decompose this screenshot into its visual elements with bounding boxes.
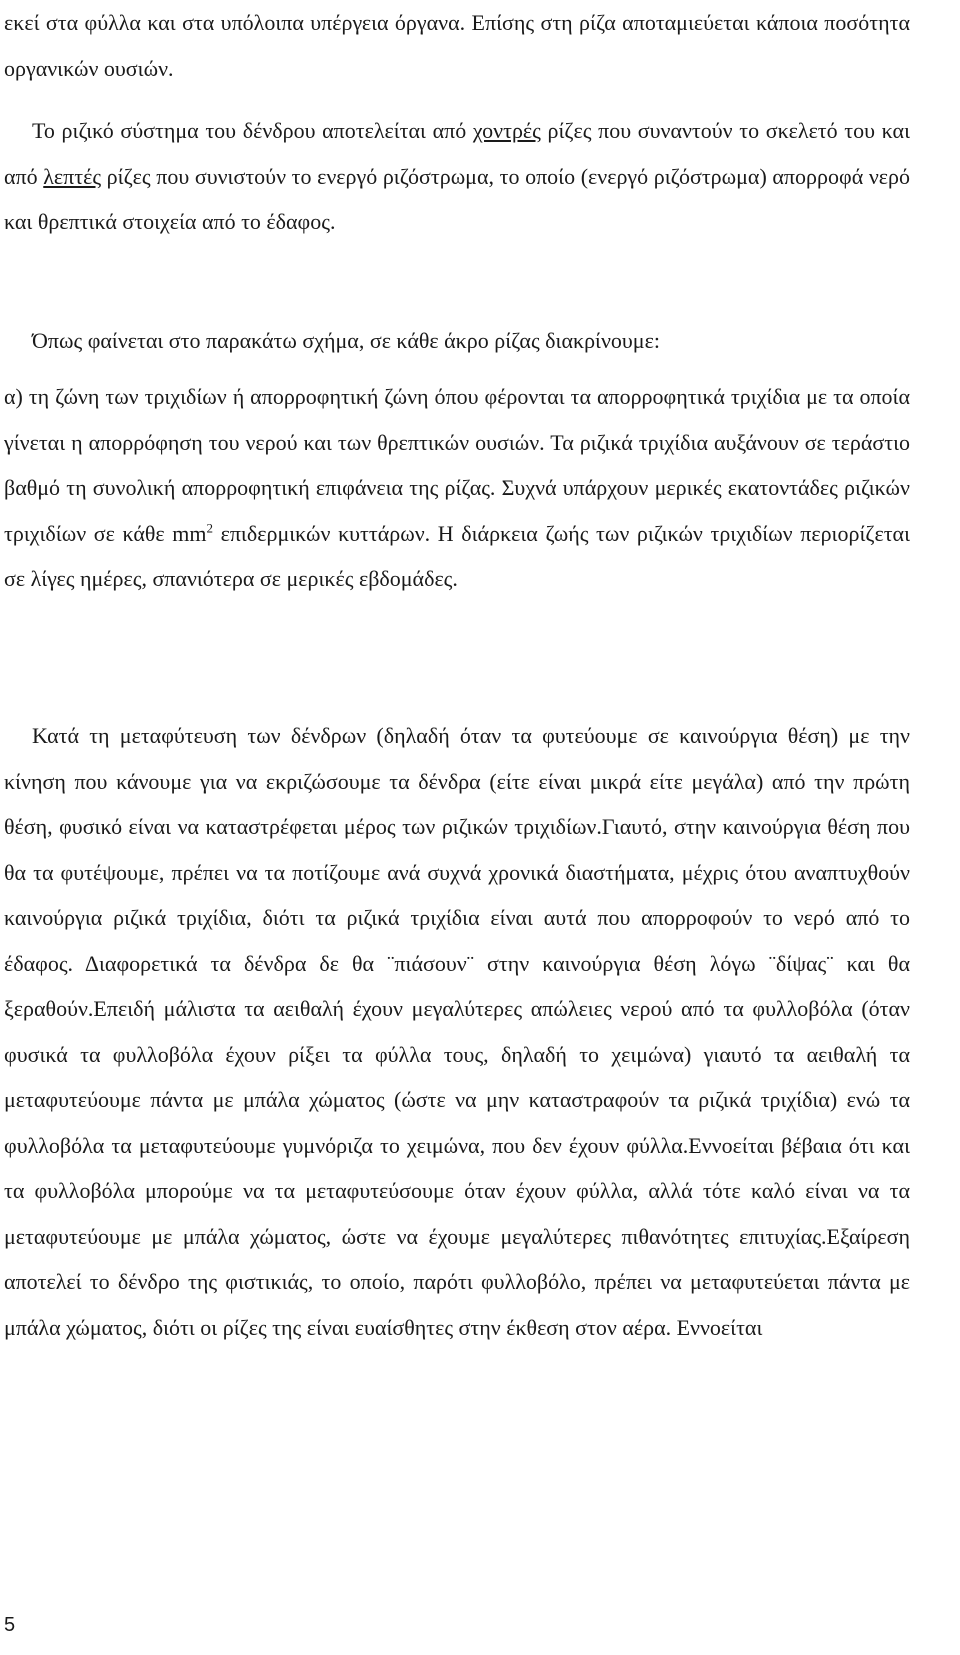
paragraph-figure-intro: Όπως φαίνεται στο παρακάτω σχήμα, σε κάθε άκρο ρίζας διακρίνουμε: [32, 328, 660, 353]
underlined-term-thick: χοντρές [472, 118, 541, 143]
paragraph-root-system: Το ριζικό σύστημα του δένδρου αποτελείται από χοντρές ρίζες που συναντούν το σκελετό του και από λεπτές ρίζες που συνιστούν το ενεργό ριζόστρωμα, το οποίο (ενεργό ριζόστρωμα) απορροφά νερό και θρεπτικά στοιχεία από το έδαφος. [4, 118, 910, 234]
paragraph-intro-continuation: εκεί στα φύλλα και στα υπόλοιπα υπέργεια όργανα. Επίσης στη ρίζα αποταμιεύεται κάποια ποσότητα οργανικών ουσιών. [4, 10, 910, 81]
page-number: 5 [4, 1614, 16, 1636]
paragraph-root-hair-zone: α) τη ζώνη των τριχιδίων ή απορροφητική ζώνη όπου φέρονται τα απορροφητικά τριχίδια με τα οποία γίνεται η απορρόφηση του νερού και των θρεπτικών ουσιών. Τα ριζικά τριχίδια αυξάνουν σε τεράστιο βαθμό τη συνολική απορροφητική επιφάνεια της ρίζας. Συχνά υπάρχουν μερικές εκατοντάδες ριζικών τριχιδίων σε κάθε $mm^2$ επιδερμικών κυττάρων. Η διάρκεια ζωής των ριζικών τριχιδίων περιορίζεται σε λίγες ημέρες, σπανιότερα σε μερικές εβδομάδες. [4, 384, 911, 591]
paragraph-transplanting: Κατά τη μεταφύτευση των δένδρων (δηλαδή όταν τα φυτεύουμε σε καινούργια θέση) με την κίνηση που κάνουμε για να εκριζώσουμε τα δένδρα (είτε είναι μικρά είτε μεγάλα) από την πρώτη θέση, φυσικό είναι να καταστρέφεται μέρος των ριζικών τριχιδίων.Γιαυτό, στην καινούργια θέση που θα τα φυτέψουμε, πρέπει να τα ποτίζουμε ανά συχνά χρονικά διαστήματα, μέχρις ότου αναπτυχθούν καινούργια ριζικά τριχίδια, διότι τα ριζικά τριχίδια είναι αυτά που απορροφούν το νερό από το έδαφος. Διαφορετικά τα δένδρα δε θα ¨πιάσουν¨ στην καινούργια θέση λόγω ¨δίψας¨ και θα ξεραθούν.Επειδή μάλιστα τα αειθαλή έχουν μεγαλύτερες απώλειες νερού από τα φυλλοβόλα (όταν φυσικά τα φυλλοβόλα έχουν ρίξει τα φύλλα τους, δηλαδή το χειμώνα) γιαυτό τα αειθαλή τα μεταφυτεύουμε πάντα με μπάλα χώματος (ώστε να μην καταστραφούν τα ριζικά τριχίδια) ενώ τα φυλλοβόλα τα μεταφυτεύουμε γυμνόριζα το χειμώνα, που δεν έχουν φύλλα.Εννοείται βέβαια ότι και τα φυλλοβόλα μπορούμε να τα μεταφυτεύσουμε όταν έχουν φύλλα, αλλά τότε καλό είναι να τα μεταφυτεύουμε με μπάλα χώματος, ώστε να έχουμε μεγαλύτερες πιθανότητες επιτυχίας.Εξαίρεση αποτελεί το δένδρο της φιστικιάς, το οποίο, παρότι φυλλοβόλο, πρέπει να μεταφυτεύεται πάντα με μπάλα χώματος, διότι οι ρίζες της είναι ευαίσθητες στην έκθεση στον αέρα. Εννοείται [4, 723, 910, 1340]
underlined-term-thin: λεπτές [43, 163, 102, 189]
superscript-exponent: 2 [206, 520, 213, 536]
